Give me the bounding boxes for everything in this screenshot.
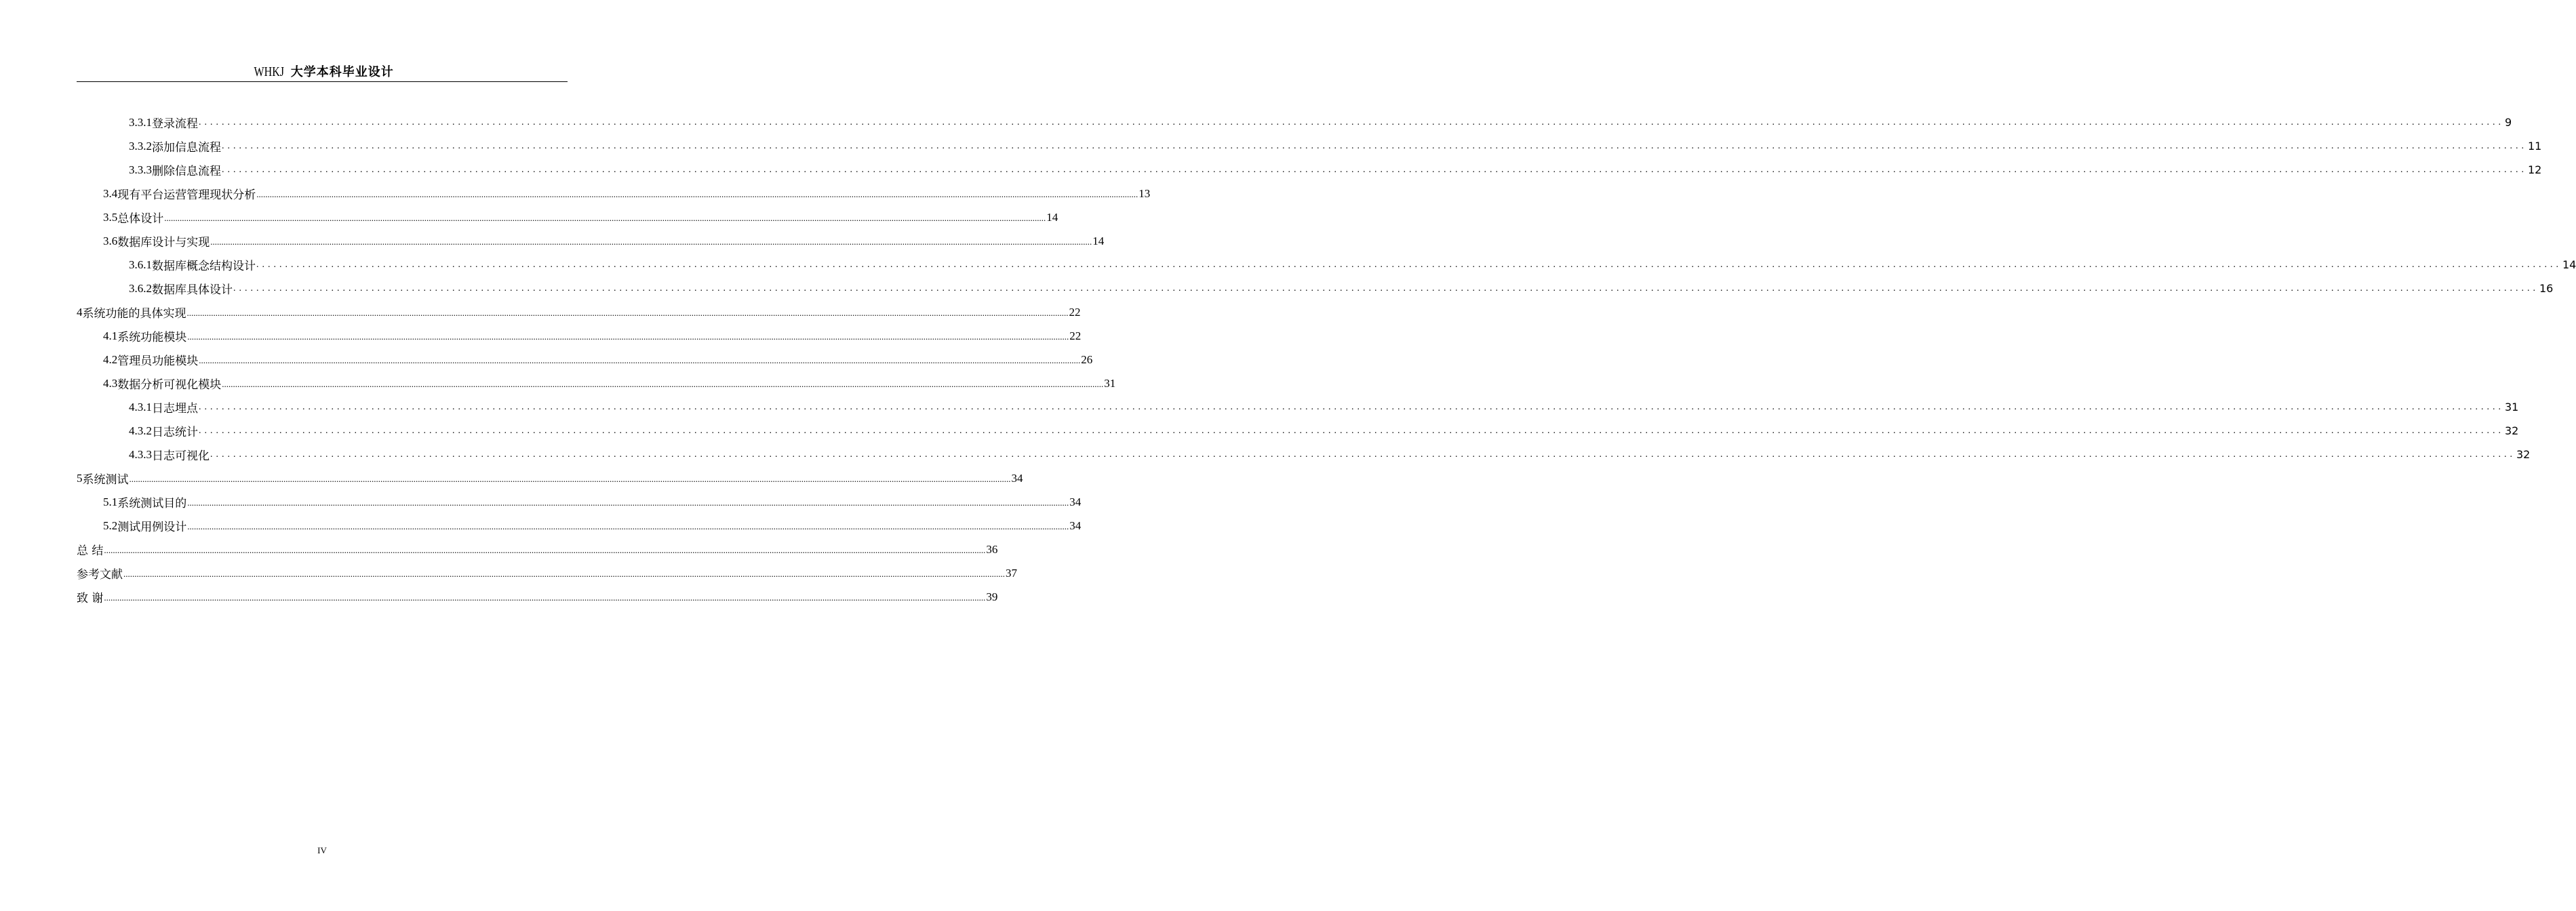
toc-entry-page: 34 (1011, 471, 1023, 485)
toc-entry-number: 3.3.2 (129, 139, 152, 153)
toc-entry[interactable] (77, 300, 1081, 324)
toc-entry[interactable] (77, 229, 1105, 253)
toc-entry[interactable] (77, 443, 2531, 466)
toc-entry-title: 数据库概念结构设计 (152, 260, 256, 273)
toc-entry-title: 日志埋点 (152, 402, 198, 416)
toc-entry-title: 测试用例设计 (117, 521, 187, 534)
toc-dot-leader: ................................................................................................................................................................................................................................................................................................................................................................................................................ (210, 449, 2516, 460)
toc-entry-page: 22 (1069, 305, 1081, 319)
toc-dot-leader: ................................................................................................................................................................................................................................................................................................................................................................................................................ (233, 283, 2539, 293)
toc-entry-number: 4.3.1 (129, 400, 152, 413)
toc-entry[interactable] (77, 514, 1082, 538)
toc-entry-title: 登录流程 (152, 117, 198, 131)
toc-entry-title: 删除信息流程 (152, 165, 221, 178)
toc-entry-page: 22 (1069, 329, 1082, 342)
toc-entry[interactable] (77, 419, 2519, 443)
toc-entry-number: 5.1 (103, 495, 118, 508)
toc-entry-number: 4.2 (103, 352, 118, 366)
header-right-text: 大学本科毕业设计 (290, 65, 394, 79)
toc-entry-number: 4.3.3 (129, 447, 152, 461)
toc-entry-page: 14 (2562, 258, 2576, 271)
toc-entry-number: 4 (77, 305, 83, 319)
toc-dot-leader: ................................................................................................................................................................................................................................................................................................................................................................................................................ (256, 260, 2562, 270)
toc-entry-title: 日志可视化 (152, 449, 210, 463)
toc-entry-title: 数据分析可视化模块 (117, 378, 222, 392)
toc-entry-title: 数据库设计与实现 (117, 236, 210, 249)
toc-dot-leader: ................................................................................................................................................................................................................................................................................................................................................................................................................ (222, 165, 2527, 175)
toc-dot-leader: ................................................................................................................................................................................................................................................................................................................................................................................................................ (123, 569, 1005, 579)
toc-entry[interactable] (77, 466, 1023, 490)
page-header (77, 62, 568, 82)
toc-entry-title: 管理员功能模块 (117, 355, 199, 368)
toc-dot-leader: ................................................................................................................................................................................................................................................................................................................................................................................................................ (187, 331, 1069, 342)
toc-dot-leader: ................................................................................................................................................................................................................................................................................................................................................................................................................ (187, 521, 1069, 531)
toc-entry-number: 3.6 (103, 234, 118, 247)
toc-dot-leader: ................................................................................................................................................................................................................................................................................................................................................................................................................ (256, 189, 1138, 199)
toc-dot-leader: ................................................................................................................................................................................................................................................................................................................................................................................................................ (222, 141, 2527, 151)
toc-entry[interactable] (77, 205, 1058, 229)
toc-dot-leader: ................................................................................................................................................................................................................................................................................................................................................................................................................ (199, 426, 2504, 436)
toc-entry[interactable] (77, 348, 1093, 371)
toc-entry[interactable] (77, 395, 2519, 419)
toc-entry[interactable] (77, 538, 998, 561)
toc-entry-number: 3.6.1 (129, 258, 152, 271)
toc-entry-title: 日志统计 (152, 426, 198, 439)
toc-entry[interactable] (77, 182, 1151, 205)
toc-entry-number: 4.3.2 (129, 424, 152, 437)
toc-dot-leader: ................................................................................................................................................................................................................................................................................................................................................................................................................ (199, 117, 2504, 127)
toc-dot-leader: ................................................................................................................................................................................................................................................................................................................................................................................................................ (199, 355, 1081, 365)
toc-dot-leader: ................................................................................................................................................................................................................................................................................................................................................................................................................ (104, 545, 986, 555)
toc-entry[interactable] (77, 371, 1116, 395)
toc-entry-page: 36 (986, 542, 998, 556)
toc-dot-leader: ................................................................................................................................................................................................................................................................................................................................................................................................................ (210, 237, 1092, 247)
toc-entry-number: 3.3.1 (129, 115, 152, 129)
toc-dot-leader: ................................................................................................................................................................................................................................................................................................................................................................................................................ (186, 308, 1069, 318)
toc-entry-title: 系统功能模块 (117, 331, 187, 344)
toc-entry-number: 3.4 (103, 186, 118, 200)
toc-entry[interactable] (77, 110, 2512, 134)
toc-entry-title: 数据库具体设计 (152, 283, 233, 297)
toc-entry-number: 4.1 (103, 329, 118, 342)
toc-entry-title: 总体设计 (117, 212, 164, 226)
toc-entry[interactable] (77, 490, 1082, 514)
toc-entry-number: 3.3.3 (129, 163, 152, 176)
toc-entry[interactable] (77, 277, 2554, 300)
toc-entry-page: 13 (1138, 186, 1151, 200)
toc-entry-page: 14 (1092, 234, 1105, 247)
toc-entry-page: 31 (1104, 376, 1116, 390)
toc-entry[interactable] (77, 158, 2542, 182)
toc-dot-leader: ................................................................................................................................................................................................................................................................................................................................................................................................................ (199, 402, 2504, 412)
toc-entry[interactable] (77, 585, 998, 609)
toc-entry-number: 5 (77, 471, 83, 485)
toc-entry[interactable] (77, 561, 1017, 585)
header-left-text: WHKJ (254, 64, 285, 79)
toc-entry[interactable] (77, 253, 2576, 277)
toc-dot-leader: ................................................................................................................................................................................................................................................................................................................................................................................................................ (164, 213, 1046, 223)
toc-entry[interactable] (77, 134, 2542, 158)
toc-entry-number: 5.2 (103, 519, 118, 532)
toc-entry-number: 3.5 (103, 210, 118, 224)
page-number: IV (317, 845, 327, 855)
toc-entry-title: 系统测试目的 (117, 497, 187, 510)
table-of-contents (77, 110, 2576, 609)
toc-entry-page: 26 (1081, 352, 1093, 366)
toc-entry-title: 现有平台运营管理现状分析 (117, 188, 256, 202)
toc-entry[interactable] (77, 324, 1082, 348)
toc-entry-title: 参考文献 (77, 568, 123, 582)
toc-entry-title: 系统功能的具体实现 (82, 307, 186, 321)
toc-entry-page: 39 (986, 590, 998, 603)
toc-entry-page: 34 (1069, 519, 1082, 532)
toc-entry-page: 16 (2539, 282, 2554, 295)
toc-entry-title: 总 结 (77, 544, 104, 558)
toc-entry-page: 11 (2528, 140, 2542, 153)
toc-entry-title: 系统测试 (82, 473, 129, 487)
toc-entry-page: 14 (1046, 210, 1058, 224)
toc-dot-leader: ................................................................................................................................................................................................................................................................................................................................................................................................................ (104, 592, 986, 603)
toc-entry-page: 32 (2516, 448, 2531, 461)
toc-entry-title: 添加信息流程 (152, 141, 221, 155)
toc-entry-page: 12 (2528, 163, 2542, 176)
toc-dot-leader: ................................................................................................................................................................................................................................................................................................................................................................................................................ (222, 379, 1104, 389)
toc-entry-page: 37 (1006, 566, 1017, 580)
toc-entry-title: 致 谢 (77, 592, 104, 605)
toc-entry-number: 3.6.2 (129, 281, 152, 295)
toc-entry-page: 32 (2505, 424, 2519, 437)
toc-entry-page: 31 (2505, 401, 2519, 413)
toc-entry-number: 4.3 (103, 376, 118, 390)
toc-entry-page: 9 (2505, 116, 2512, 129)
toc-dot-leader: ................................................................................................................................................................................................................................................................................................................................................................................................................ (187, 498, 1069, 508)
toc-entry-page: 34 (1069, 495, 1082, 508)
toc-dot-leader: ................................................................................................................................................................................................................................................................................................................................................................................................................ (129, 474, 1011, 484)
